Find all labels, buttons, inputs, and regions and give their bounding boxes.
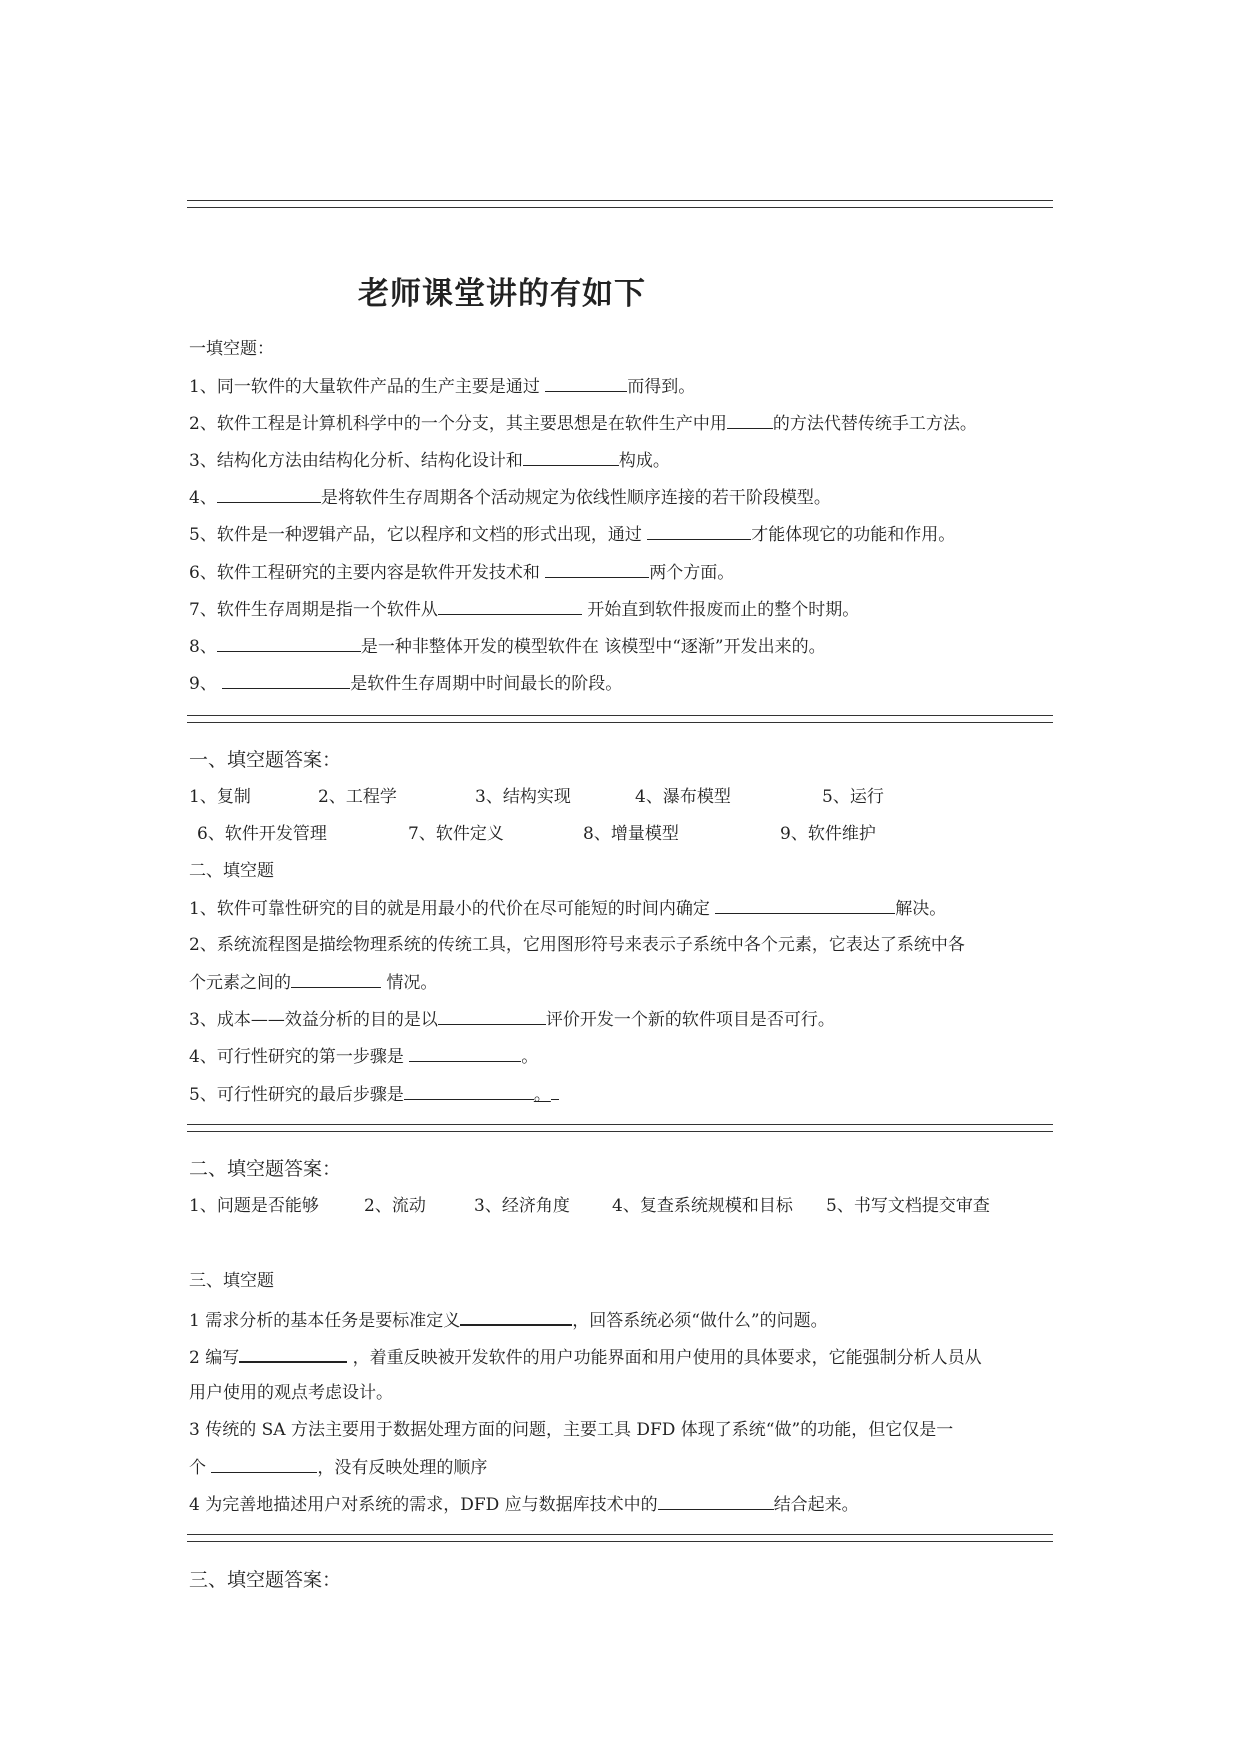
question-5: 5、软件是一种逻辑产品，它以程序和文档的形式出现，通过 才能体现它的功能和作用。 [189,525,956,545]
question-3-cont: 个 ，没有反映处理的顺序 [189,1458,488,1478]
question-6: 6、软件工程研究的主要内容是软件开发技术和 两个方面。 [189,563,735,583]
answer-item: 8、增量模型 [583,824,679,844]
answers-header: 一、填空题答案： [189,749,342,771]
page-title: 老师课堂讲的有如下 [358,276,646,312]
separator-line [187,715,1053,723]
answer-item: 5、书写文档提交审查 [826,1196,990,1216]
section-header: 一填空题： [189,339,274,359]
answer-item: 7、软件定义 [408,824,504,844]
question-3: 3 传统的 SA 方法主要用于数据处理方面的问题，主要工具 DFD 体现了系统“做”的功能，但它仅是一 [189,1420,954,1440]
separator-line [187,200,1053,208]
answer-item: 3、结构实现 [475,787,571,807]
separator-line [187,1124,1053,1132]
question-2: 2、软件工程是计算机科学中的一个分支，其主要思想是在软件生产中用 的方法代替传统手工方法。 [189,414,977,434]
answer-item: 1、复制 [189,787,251,807]
question-2-cont: 用户使用的观点考虑设计。 [189,1383,393,1403]
answer-item: 4、复查系统规模和目标 [612,1196,793,1216]
question-1: 1、同一软件的大量软件产品的生产主要是通过 而得到。 [189,377,696,397]
question-4: 4、可行性研究的第一步骤是 。 [189,1047,539,1067]
question-2-cont: 个元素之间的 情况。 [189,973,438,993]
answers-header: 三、填空题答案： [189,1569,342,1591]
question-4: 4、 是将软件生存周期各个活动规定为依线性顺序连接的若干阶段模型。 [189,488,831,508]
separator-line [187,1534,1053,1542]
question-2: 2、系统流程图是描绘物理系统的传统工具，它用图形符号来表示子系统中各个元素，它表达了系统中各 [189,935,965,955]
question-3: 3、结构化方法由结构化分析、结构化设计和 构成。 [189,451,670,471]
question-1: 1 需求分析的基本任务是要标准定义 ，回答系统必须“做什么”的问题。 [189,1308,828,1332]
question-5: 5、可行性研究的最后步骤是 。 [189,1083,559,1106]
answer-item: 2、流动 [364,1196,426,1216]
answer-item: 4、瀑布模型 [635,787,731,807]
answer-item: 9、软件维护 [780,824,876,844]
section-header: 二、填空题 [189,861,274,881]
question-3: 3、成本——效益分析的目的是以 评价开发一个新的软件项目是否可行。 [189,1010,835,1030]
question-9: 9、 是软件生存周期中时间最长的阶段。 [189,674,623,694]
question-8: 8、 是一种非整体开发的模型软件在 该模型中“逐渐”开发出来的。 [189,637,826,657]
question-7: 7、软件生存周期是指一个软件从 开始直到软件报废而止的整个时期。 [189,600,860,620]
answer-item: 3、经济角度 [474,1196,570,1216]
section-header: 三、填空题 [189,1271,274,1291]
question-1: 1、软件可靠性研究的目的就是用最小的代价在尽可能短的时间内确定 解决。 [189,899,947,919]
answer-item: 6、软件开发管理 [197,824,327,844]
answer-item: 1、问题是否能够 [189,1196,319,1216]
answer-item: 2、工程学 [318,787,397,807]
question-2: 2 编写 ，着重反映被开发软件的用户功能界面和用户使用的具体要求，它能强制分析人员从 [189,1345,982,1369]
question-4: 4 为完善地描述用户对系统的需求，DFD 应与数据库技术中的 结合起来。 [189,1495,859,1515]
answers-header: 二、填空题答案： [189,1158,342,1180]
answer-item: 5、运行 [822,787,884,807]
